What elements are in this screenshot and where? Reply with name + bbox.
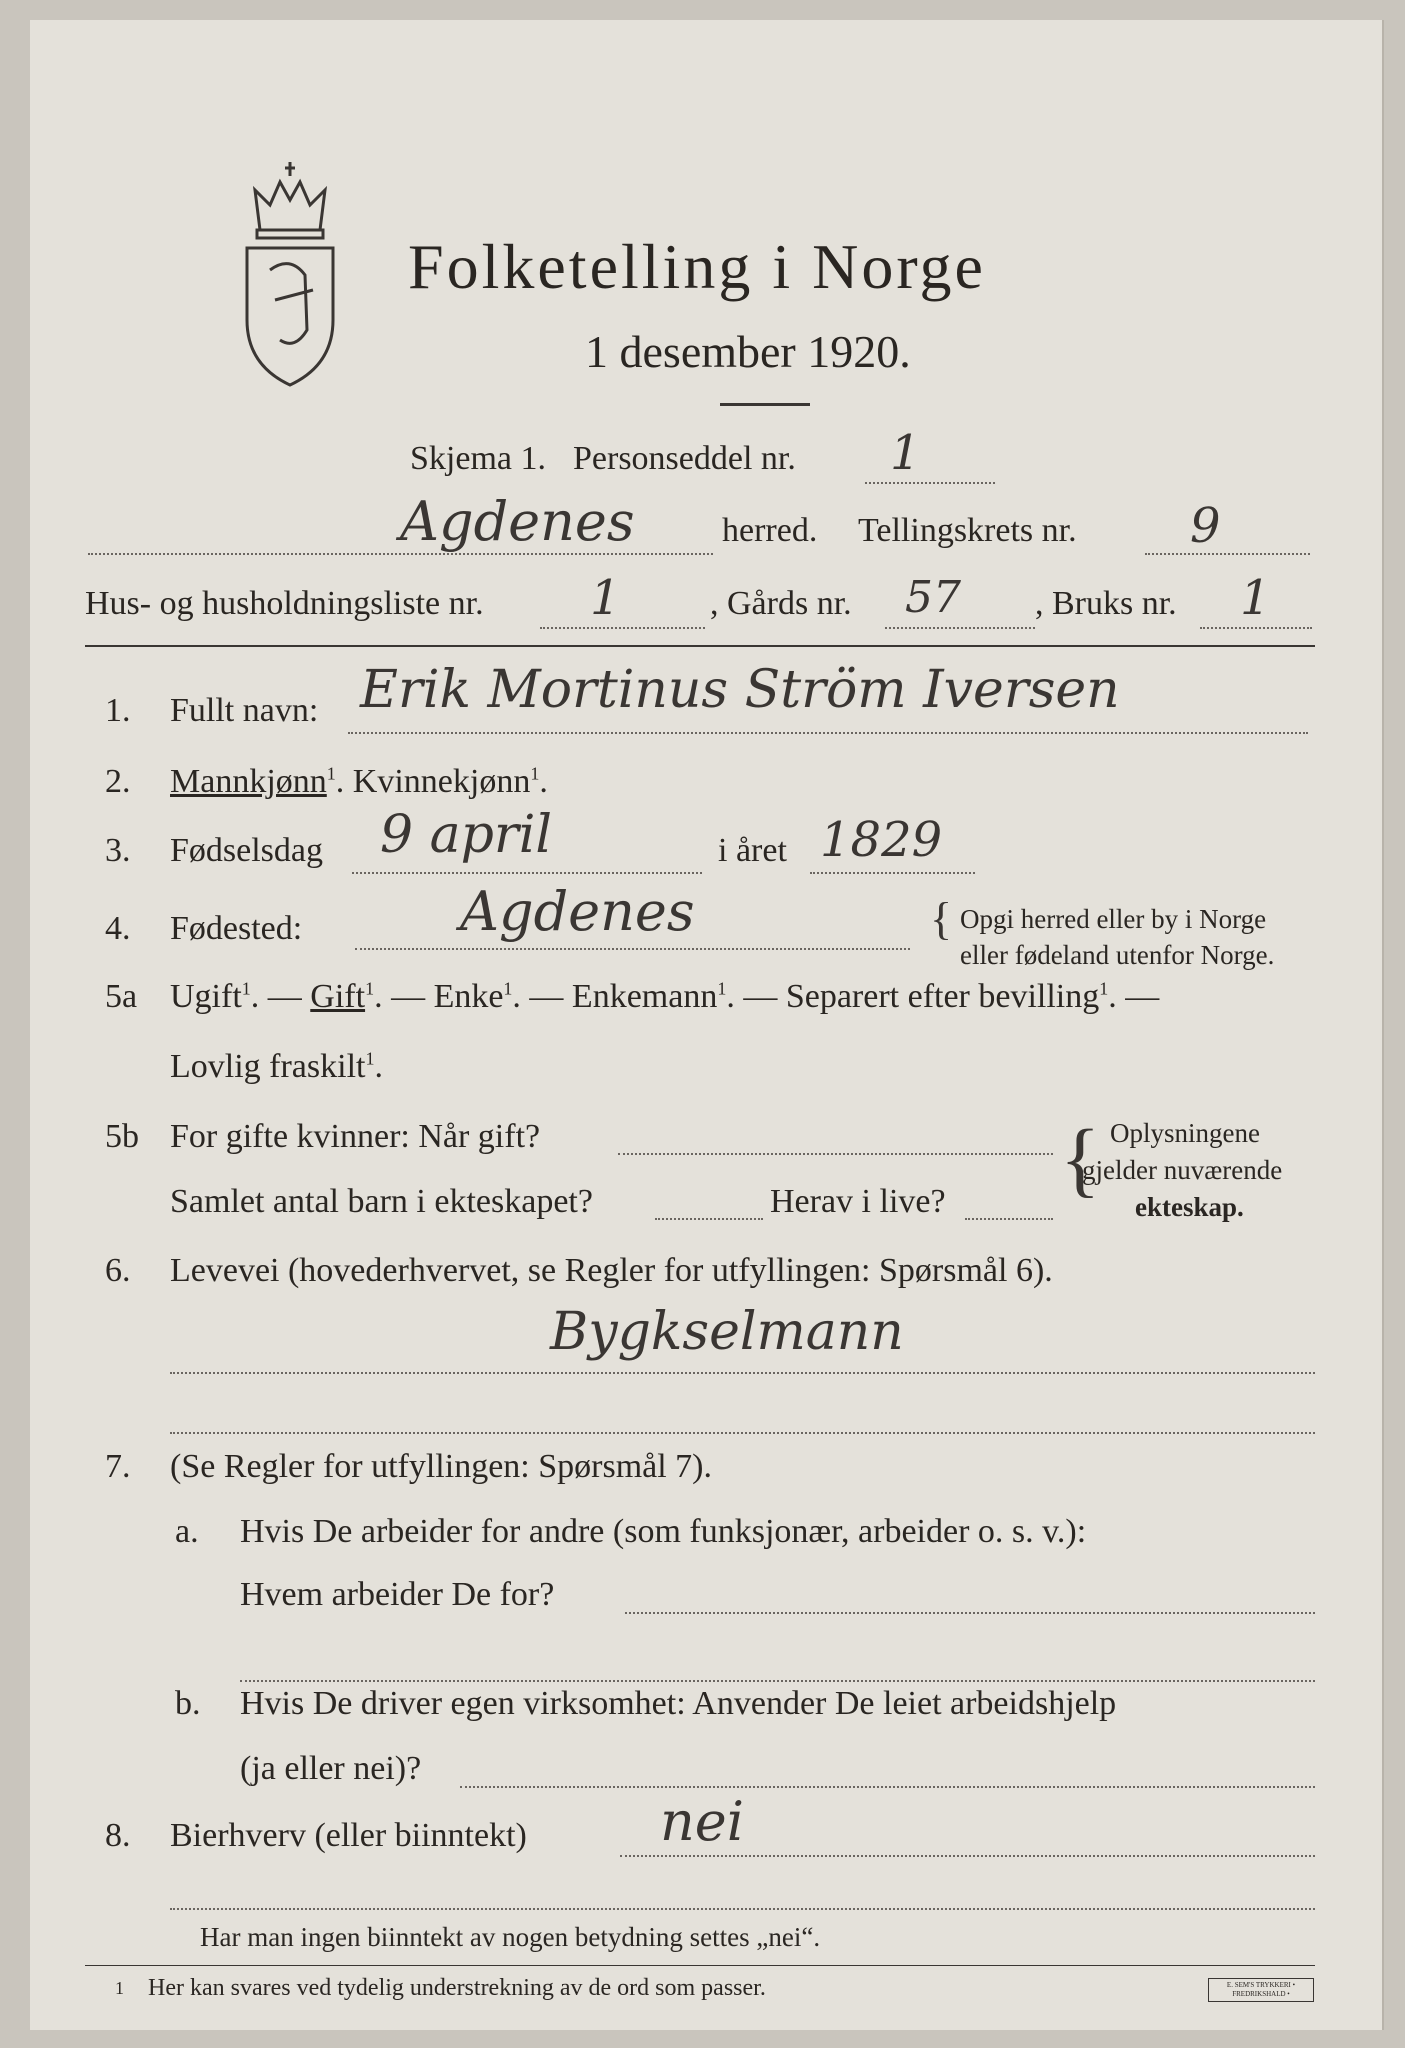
q4-label: Fødested: xyxy=(170,910,303,947)
q3-number: 3. xyxy=(105,832,131,869)
q6-line2 xyxy=(170,1432,1315,1434)
form-title: Folketelling i Norge xyxy=(408,231,986,302)
q5b-when-married-label: For gifte kvinner: Når gift? xyxy=(170,1118,541,1155)
q7a-line2: Hvem arbeider De for? xyxy=(240,1576,555,1613)
q5b-alive-label: Herav i live? xyxy=(770,1183,946,1220)
q5b-when-married-line xyxy=(618,1153,1053,1155)
q3-label: Fødselsdag xyxy=(170,832,323,869)
tellingskrets-value: 9 xyxy=(1190,498,1221,554)
skjema-label: Skjema 1. xyxy=(410,440,546,477)
personseddel-line xyxy=(865,482,995,484)
q4-line xyxy=(355,948,910,950)
tellingskrets-label: Tellingskrets nr. xyxy=(858,512,1077,549)
q5b-note-line2: gjelder nuværende xyxy=(1082,1155,1283,1185)
tellingskrets-line xyxy=(1145,553,1310,555)
gards-line xyxy=(885,627,1035,629)
personseddel-label: Personseddel nr. xyxy=(573,440,796,477)
q5b-note-line1: Oplysningene xyxy=(1110,1118,1260,1148)
herred-value: Agdenes xyxy=(400,490,635,553)
husliste-value: 1 xyxy=(590,570,621,626)
q5b-alive-line xyxy=(965,1218,1053,1220)
q1-full-name-value: Erik Mortinus Ström Iversen xyxy=(360,660,1120,720)
q8-number: 8. xyxy=(105,1817,131,1854)
printer-stamp: E. SEM'S TRYKKERI • FREDRIKSHALD • xyxy=(1208,1978,1314,2002)
herred-label: herred. xyxy=(722,512,818,549)
q7a-letter: a. xyxy=(175,1513,199,1550)
q5b-children-label: Samlet antal barn i ekteskapet? xyxy=(170,1183,593,1220)
herred-line xyxy=(88,553,713,555)
q7-number: 7. xyxy=(105,1448,131,1485)
q4-number: 4. xyxy=(105,910,131,947)
q6-number: 6. xyxy=(105,1252,131,1289)
q8-line xyxy=(620,1855,1315,1857)
header-divider xyxy=(85,645,1315,647)
q3-year-value: 1829 xyxy=(820,812,943,868)
q5a-gift-option: Gift xyxy=(310,978,366,1015)
q5b-brace: { xyxy=(1060,1113,1101,1206)
bruks-value: 1 xyxy=(1240,570,1271,626)
census-form-sheet xyxy=(30,20,1384,2030)
q5b-children-line xyxy=(655,1218,763,1220)
footnote-text: Her kan svares ved tydelig understrekning av de ord som passer. xyxy=(148,1975,766,2001)
q6-label: Levevei (hovederhvervet, se Regler for utfyllingen: Spørsmål 6). xyxy=(170,1252,1053,1289)
personseddel-value: 1 xyxy=(890,425,921,481)
q3-year-label: i året xyxy=(718,832,787,869)
q7b-letter: b. xyxy=(175,1685,201,1722)
q3-birthday-value: 9 april xyxy=(380,805,553,865)
q2-male-option: Mannkjønn xyxy=(170,763,327,800)
q6-line1 xyxy=(170,1372,1315,1374)
q4-birthplace-value: Agdenes xyxy=(460,880,695,943)
q1-label: Fullt navn: xyxy=(170,692,319,729)
gards-label: , Gårds nr. xyxy=(710,585,852,622)
q5b-number: 5b xyxy=(105,1118,139,1155)
q5b-note-line3: ekteskap. xyxy=(1135,1192,1244,1222)
q8-line2 xyxy=(170,1908,1315,1910)
q4-note-line2: eller fødeland utenfor Norge. xyxy=(960,940,1275,970)
q4-brace: { xyxy=(930,893,953,944)
census-date: 1 desember 1920. xyxy=(585,326,911,377)
q2-female-option: Kvinnekjønn xyxy=(352,763,531,800)
q7-label: (Se Regler for utfyllingen: Spørsmål 7). xyxy=(170,1448,713,1485)
husliste-label: Hus- og husholdningsliste nr. xyxy=(85,585,484,622)
no-income-note: Har man ingen biinntekt av nogen betydning settes „nei“. xyxy=(200,1922,821,1952)
q7a-line1: Hvis De arbeider for andre (som funksjonær, arbeider o. s. v.): xyxy=(240,1513,1087,1550)
q7a-answer-line1 xyxy=(625,1612,1315,1614)
gards-value: 57 xyxy=(905,572,961,623)
q2-sex-options: Mannkjønn$^1$. Kvinnekjønn$^1$. xyxy=(170,763,548,800)
q3-line xyxy=(352,872,702,874)
footnote-mark: 1 xyxy=(115,1978,124,1998)
q3-year-line xyxy=(810,872,975,874)
q5a-marital-options: Ugift$^1$. — Gift$^1$. — Enke$^1$. — Enkemann$^1$. — Separert efter bevilling$^1$. — xyxy=(170,978,1160,1015)
norwegian-coat-of-arms-icon xyxy=(235,160,345,390)
q1-line xyxy=(348,732,1308,734)
q7a-answer-line2 xyxy=(240,1680,1315,1682)
q5a-number: 5a xyxy=(105,978,138,1015)
q7b-line1: Hvis De driver egen virksomhet: Anvender De leiet arbeidshjelp xyxy=(240,1685,1117,1722)
q8-label: Bierhverv (eller biinntekt) xyxy=(170,1817,527,1854)
footnote-divider xyxy=(85,1965,1315,1966)
q1-number: 1. xyxy=(105,692,131,729)
bruks-line xyxy=(1200,627,1312,629)
q2-number: 2. xyxy=(105,763,131,800)
bruks-label: , Bruks nr. xyxy=(1035,585,1177,622)
title-divider xyxy=(720,403,810,406)
q8-side-income-value: nei xyxy=(660,1790,745,1853)
q4-note-line1: Opgi herred eller by i Norge xyxy=(960,904,1267,934)
q5a-line2: Lovlig fraskilt$^1$. xyxy=(170,1048,383,1085)
q7b-answer-line xyxy=(460,1786,1315,1788)
q6-occupation-value: Bygkselmann xyxy=(550,1302,904,1362)
husliste-line xyxy=(540,627,705,629)
q7b-line2: (ja eller nei)? xyxy=(240,1750,422,1787)
